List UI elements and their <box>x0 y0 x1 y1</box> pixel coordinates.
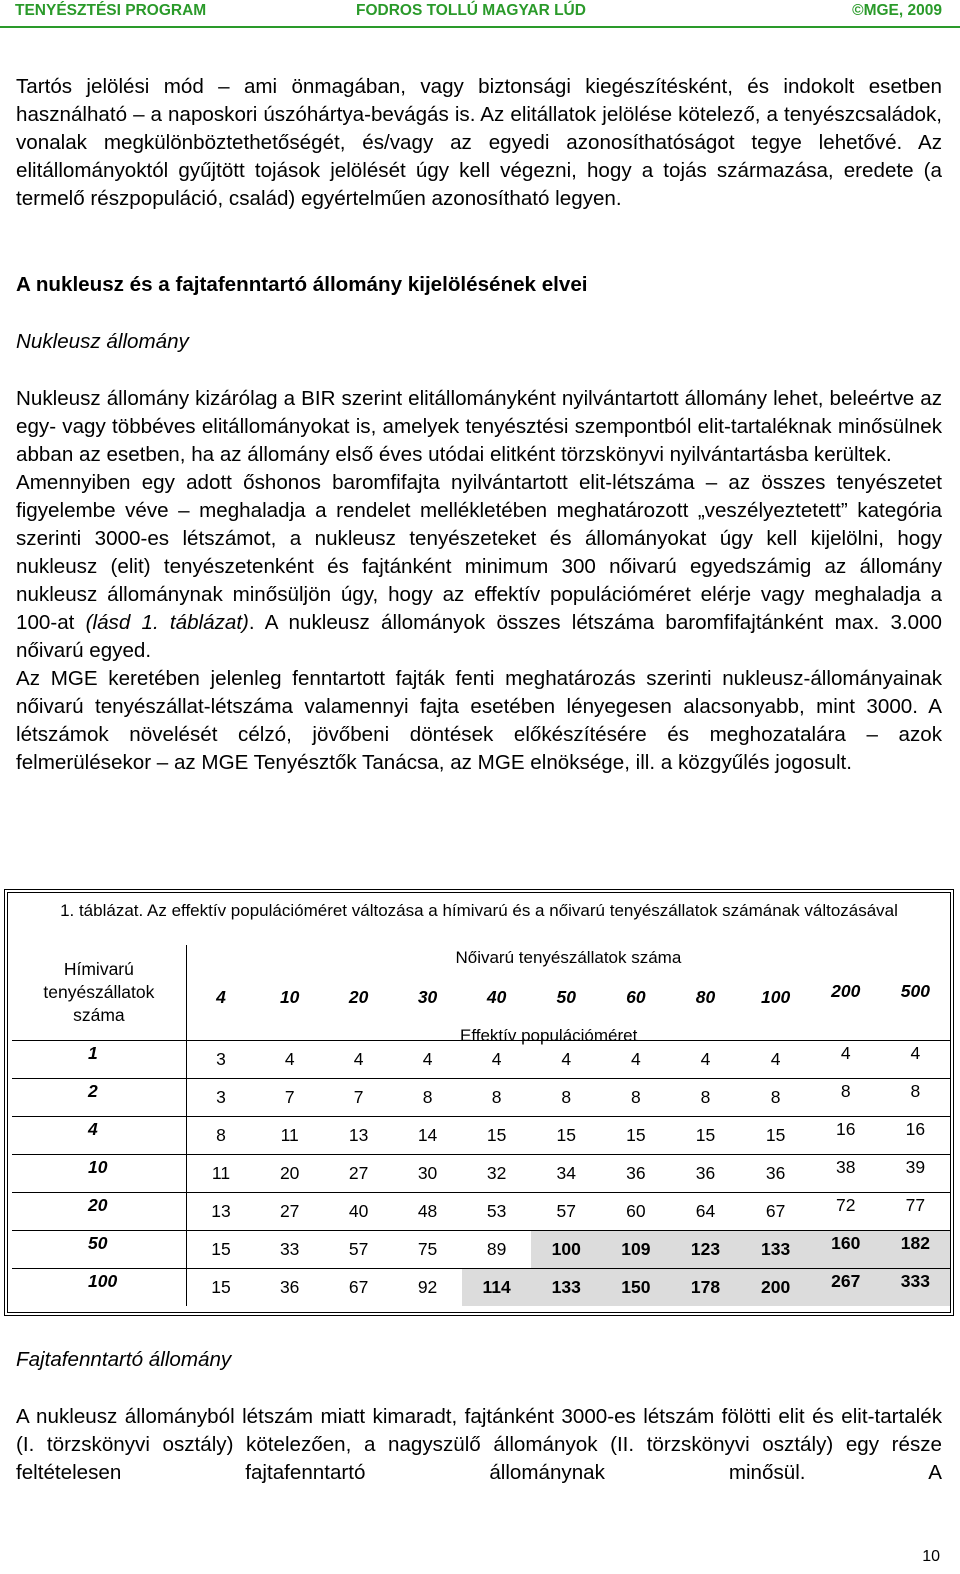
table-cell: 11 <box>255 1117 324 1155</box>
table-row <box>12 1155 950 1193</box>
table-cell: 27 <box>255 1193 324 1231</box>
row-label-50: 50 <box>12 1231 186 1269</box>
table-cell: 4 <box>462 1041 531 1079</box>
header-breed: FODROS TOLLÚ MAGYAR LÚD <box>356 2 586 19</box>
table-cell: 30 <box>393 1155 462 1193</box>
section-maintenance <box>16 1403 942 1487</box>
subheading-nucleus: Nukleusz állomány <box>16 330 189 353</box>
section-intro <box>16 73 942 213</box>
table-cell: 4 <box>741 1041 811 1079</box>
table-cell: 48 <box>393 1193 462 1231</box>
column-header-30: 30 <box>393 971 462 1041</box>
table-row <box>12 1193 950 1231</box>
column-header-100: 100 <box>741 971 811 1041</box>
table-cell: 13 <box>186 1193 255 1231</box>
table-cell: 333 <box>881 1269 950 1307</box>
table-cell: 15 <box>211 1277 231 1297</box>
table-cell: 39 <box>881 1155 950 1193</box>
table-cell: 133 <box>741 1231 811 1269</box>
table-cell: 200 <box>741 1269 811 1307</box>
table-cell: 150 <box>601 1269 670 1307</box>
table-cell: 8 <box>741 1079 811 1117</box>
table-cell: 4 <box>601 1041 670 1079</box>
table-cell: 182 <box>881 1231 950 1269</box>
table-cell: 27 <box>324 1155 393 1193</box>
section-subheading <box>16 328 942 356</box>
table-cell: 114 <box>462 1269 531 1307</box>
table-row <box>12 1117 950 1155</box>
section-nucleus <box>16 385 942 777</box>
table-cell: 67 <box>741 1193 811 1231</box>
table-cell: 15 <box>670 1117 740 1155</box>
table-row <box>12 1041 950 1079</box>
table-cell: 8 <box>811 1079 881 1117</box>
table-cell: 14 <box>393 1117 462 1155</box>
table-cell: 3 <box>186 1079 255 1117</box>
table-cell: 8 <box>531 1079 601 1117</box>
table-cell: 60 <box>601 1193 670 1231</box>
column-header-4: 4 <box>186 971 255 1041</box>
table-reference: (lásd 1. táblázat) <box>85 611 249 634</box>
table-cell: 57 <box>324 1231 393 1269</box>
table-cell: 15 <box>462 1117 531 1155</box>
table-cell: 33 <box>255 1231 324 1269</box>
table-cell: 15 <box>531 1117 601 1155</box>
row-label-4: 4 <box>12 1117 186 1155</box>
table-cell: 4 <box>393 1041 462 1079</box>
table-cell: 16 <box>811 1117 881 1155</box>
section-subheading2 <box>16 1346 942 1374</box>
table-cell: 15 <box>601 1117 670 1155</box>
table-row <box>12 1231 950 1269</box>
table-cell: 32 <box>462 1155 531 1193</box>
table-cell: 4 <box>670 1041 740 1079</box>
table-row <box>12 1079 950 1117</box>
table-cell: 8 <box>601 1079 670 1117</box>
column-header-200: 200 <box>811 971 881 1041</box>
row-header-text: Hímivarú tenyészállatok száma <box>43 959 155 1025</box>
table-cell: 7 <box>324 1079 393 1117</box>
table-cell: 7 <box>255 1079 324 1117</box>
table-cell: 13 <box>324 1117 393 1155</box>
table-cell: 40 <box>324 1193 393 1231</box>
column-header-80: 80 <box>670 971 740 1041</box>
column-header-500: 500 <box>881 971 950 1041</box>
table-cell: 36 <box>670 1155 740 1193</box>
table-grid <box>12 945 950 1306</box>
table-cell: 20 <box>255 1155 324 1193</box>
column-header-60: 60 <box>601 971 670 1041</box>
table-cell: 8 <box>881 1079 950 1117</box>
table-cell: 133 <box>531 1269 601 1307</box>
table-cell: 109 <box>601 1231 670 1269</box>
column-header-10: 10 <box>255 971 324 1041</box>
table-cell: 123 <box>670 1231 740 1269</box>
table-cell: 4 <box>881 1041 950 1079</box>
table-cell: 36 <box>601 1155 670 1193</box>
section-heading <box>16 271 942 299</box>
para3-text: Amennyiben egy adott őshonos baromfifajta nyilvántartott elit-létszáma – az összes tenyészetet figyelembe véve – meghaladja a rendelet mellékletében meghatározott „veszélyeztetett” kategória szerinti 3000-es létszámot, a nukleusz tenyészeteket és állományokat úgy kell kijelölni, hogy nukleusz (elit) tenyészetenként és fajtánként minimum 300 nőivarú egyedszámig az állomány nukleusz állománynak minősüljön úgy, hogy az effektív populációméret elérje vagy meghaladja a 100-at <box>16 471 942 634</box>
table-caption: 1. táblázat. Az effektív populációméret változása a hímivarú és a nőivarú tenyészállatok számának változásával <box>60 901 898 920</box>
row-header-label <box>12 945 186 1041</box>
table-cell: 4 <box>255 1041 324 1079</box>
table-cell: 34 <box>531 1155 601 1193</box>
table-cell: 4 <box>531 1041 601 1079</box>
paragraph-mge: Az MGE keretében jelenleg fenntartott fajták fenti meghatározás szerinti nukleusz-állományainak nőivarú tenyészállat-létszáma valamennyi fajta esetében lényegesen alacsonyabb, mint 3000. A létszámok növelését célzó, jövőbeni döntések előkészítésére és meghozatalára – azok felmerülésekor – az MGE Tenyésztők Tanácsa, az MGE elnöksége, ill. a közgyűlés jogosult. <box>16 667 942 774</box>
table-cell: 36 <box>741 1155 811 1193</box>
header-copyright: ©MGE, 2009 <box>852 2 942 19</box>
table-row <box>12 1269 950 1307</box>
row-label-2: 2 <box>12 1079 186 1117</box>
table-cell: 3 <box>186 1041 255 1079</box>
table-cell: 53 <box>462 1193 531 1231</box>
paragraph-nucleus-size <box>16 469 942 665</box>
table-cell: 100 <box>531 1231 601 1269</box>
header-program: TENYÉSZTÉSI PROGRAM <box>15 2 207 19</box>
effective-population-table <box>4 889 954 1316</box>
column-header-20: 20 <box>324 971 393 1041</box>
page-header <box>0 0 960 24</box>
column-header-40: 40 <box>462 971 531 1041</box>
table-cell: 36 <box>279 1277 300 1297</box>
effective-size-label: Effektív populációméret <box>460 1026 638 1045</box>
table-cell: 92 <box>417 1277 438 1297</box>
table-cell: 15 <box>186 1231 255 1269</box>
table-cell: 89 <box>462 1231 531 1269</box>
subheading-maintenance: Fajtafenntartó állomány <box>16 1348 232 1371</box>
table-cell: 8 <box>462 1079 531 1117</box>
paragraph-maintenance: A nukleusz állományból létszám miatt kimaradt, fajtánként 3000-es létszám fölötti elit és elit-tartalék (I. törzskönyvi osztály) kötelezően, a nagyszülő állományok (II. törzskönyvi osztály) egy része feltételesen fajtafenntartó állománynak minősül. A <box>16 1405 942 1484</box>
table-cell: 160 <box>811 1231 881 1269</box>
table-cell: 16 <box>881 1117 950 1155</box>
table-cell: 4 <box>811 1041 881 1079</box>
table-cell: 4 <box>324 1041 393 1079</box>
table-cell: 178 <box>670 1269 740 1307</box>
table-cell: 72 <box>811 1193 881 1231</box>
row-label-1: 1 <box>12 1041 186 1079</box>
table-cell: 267 <box>811 1269 881 1307</box>
heading-nucleus-principles: A nukleusz és a fajtafenntartó állomány kijelölésének elvei <box>16 273 588 296</box>
table-cell: 8 <box>393 1079 462 1117</box>
header-divider <box>0 26 960 28</box>
row-label-10: 10 <box>12 1155 186 1193</box>
row-label-20: 20 <box>12 1193 186 1231</box>
table-cell: 15 <box>741 1117 811 1155</box>
paragraph-marking: Tartós jelölési mód – ami önmagában, vagy biztonsági kiegészítésként, és indokolt esetben használható – a naposkori úszóhártya-bevágás is. Az elitállatok jelölése kötelező, a tenyészcsaládok, vonalak megkülönböztethetőségét, és/vagy az egyedi azonosíthatóságot tegye lehetővé. Az elitállományoktól gyűjtött tojások jelölését úgy kell végezni, hogy a tojás származása, eredete (a termelő részpopuláció, család) egyértelműen azonosítható legyen. <box>16 75 942 210</box>
paragraph-nucleus-def: Nukleusz állomány kizárólag a BIR szerint elitállományként nyilvántartott állomány lehet, beleértve az egy- vagy többéves elitállományokat is, amelyek tenyésztési szempontból elit-tartaléknak minősülnek abban az esetben, ha az állomány első éves utódai elitként törzskönyvi nyilvántartásba kerültek. <box>16 387 942 466</box>
column-header-50: 50 <box>531 971 601 1041</box>
table-cell: 64 <box>670 1193 740 1231</box>
table-cell: 11 <box>186 1155 255 1193</box>
page-number: 10 <box>922 1548 940 1565</box>
table-cell: 8 <box>670 1079 740 1117</box>
table-cell: 38 <box>811 1155 881 1193</box>
para3-text-end: . A nukleusz állományok összes létszáma baromfifajtánként max. 3.000 nőivarú egyed. <box>16 611 942 662</box>
column-group-label: Nőivarú tenyészállatok száma <box>455 948 682 967</box>
table-cell: 77 <box>881 1193 950 1231</box>
table-cell: 57 <box>531 1193 601 1231</box>
table-cell: 67 <box>348 1277 369 1297</box>
row-label-100: 100 <box>12 1269 186 1307</box>
table-cell: 8 <box>186 1117 255 1155</box>
table-cell: 75 <box>393 1231 462 1269</box>
